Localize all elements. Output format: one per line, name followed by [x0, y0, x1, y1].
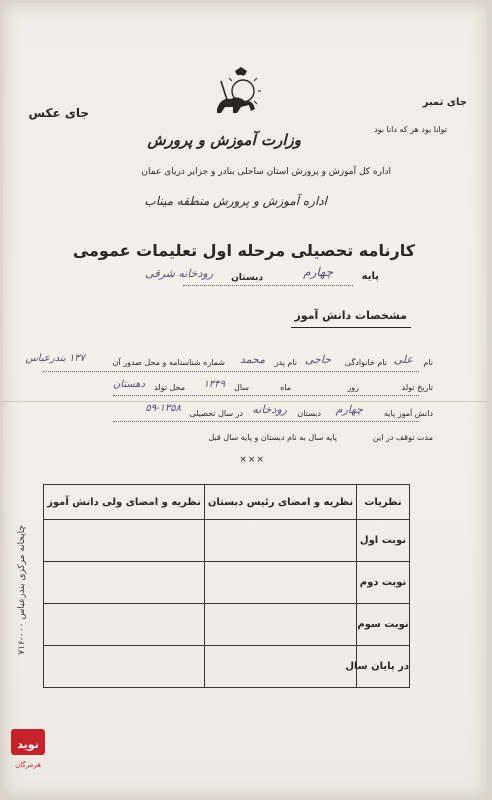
parent-remark-cell[interactable] — [44, 520, 205, 562]
row-label: نوبت دوم — [357, 562, 410, 604]
family-label: نام خانوادگی — [344, 358, 387, 367]
table-header-cell: نظریه و امضای رئیس دبستان — [205, 485, 357, 520]
principal-remark-cell[interactable] — [205, 562, 357, 604]
table-header-cell: نظریات — [357, 485, 410, 520]
parent-remark-cell[interactable] — [44, 562, 205, 604]
dotted-line — [113, 421, 419, 422]
school-value: رودخانه شرقی — [145, 267, 213, 280]
logo-caption: هرمزگان — [15, 761, 41, 769]
printer-note: چاپخانه مرکزی بندرعباس ۰۰۰-۷۱۶ — [17, 525, 27, 655]
fold-line — [3, 401, 487, 402]
row-label: در پایان سال — [357, 646, 410, 688]
dotted-line — [113, 395, 419, 396]
father-label: نام پدر — [274, 358, 297, 367]
dotted-line — [183, 285, 353, 286]
photo-place-label: جای عکس — [28, 106, 89, 120]
document-page — [3, 3, 487, 797]
motto-text: توانا بود هر که دانا بود — [374, 125, 447, 134]
navid-logo-icon — [9, 725, 47, 771]
school-line-value: رودخانه — [252, 403, 287, 416]
principal-remark-cell[interactable] — [205, 646, 357, 688]
principal-remark-cell[interactable] — [205, 604, 357, 646]
birth-year-value: ۱۳۴۹ — [203, 379, 225, 390]
name-value: علی — [393, 353, 413, 366]
id-value: ۱۳۷ بندرعباس — [25, 353, 85, 364]
birthplace-value: دهستان — [112, 379, 145, 390]
name-label: نام — [423, 358, 433, 367]
row-label: نوبت سوم — [357, 604, 410, 646]
report-card-title: کارنامه تحصیلی مرحله اول تعلیمات عمومی — [72, 241, 415, 260]
general-office-text: اداره کل آموزش و پرورش استان ساحلی بنادر و جزایر دریای عمان — [141, 167, 391, 177]
grade-label: پایه — [361, 271, 379, 282]
table-row — [44, 646, 410, 688]
separator-marks: ××× — [239, 455, 265, 465]
parent-remark-cell[interactable] — [44, 646, 205, 688]
section-underline — [291, 327, 411, 328]
table-row — [44, 604, 410, 646]
id-label: شماره شناسنامه و محل صدور آن — [112, 358, 225, 367]
principal-remark-cell[interactable] — [205, 520, 357, 562]
birth-date-label: تاریخ تولد — [401, 383, 433, 392]
birthplace-label: محل تولد — [153, 383, 185, 392]
grade-line-label: دانش آموز پایه — [384, 409, 433, 418]
table-header-row — [44, 485, 410, 520]
grade-value: چهارم — [303, 265, 333, 279]
father-value: محمد — [239, 353, 265, 366]
school-label: دبستان — [231, 273, 263, 283]
grade-line-value: چهارم — [335, 403, 363, 416]
table-row — [44, 562, 410, 604]
parent-remark-cell[interactable] — [44, 604, 205, 646]
logo-text: نوید — [17, 738, 39, 751]
birth-year-label: سال — [234, 383, 249, 392]
academic-year-label: در سال تحصیلی — [189, 409, 243, 418]
stay-label-2: پایه سال به نام دبستان و پایه سال قبل — [208, 433, 337, 442]
local-office-text: اداره آموزش و پرورش منطقه میناب — [144, 194, 327, 208]
dotted-line — [43, 371, 419, 372]
family-value: حاجی — [304, 353, 331, 366]
remarks-table — [43, 484, 410, 688]
table-header-cell: نظریه و امضای ولی دانش آموز — [44, 485, 205, 520]
lion-and-sun-emblem-icon — [207, 67, 267, 123]
stamp-place-label: جای تمبر — [422, 97, 467, 108]
row-label: نوبت اول — [357, 520, 410, 562]
birth-day-label: روز — [347, 383, 359, 392]
table-row — [44, 520, 410, 562]
ministry-title: وزارت آموزش و پرورش — [147, 131, 301, 149]
academic-year-value: ۵۹-۱۳۵۸ — [145, 403, 181, 414]
school-line-label: دبستان — [297, 409, 321, 418]
birth-month-label: ماه — [280, 383, 291, 392]
student-section-title: مشخصات دانش آموز — [294, 309, 407, 322]
stay-label: مدت توقف در این — [372, 433, 433, 442]
